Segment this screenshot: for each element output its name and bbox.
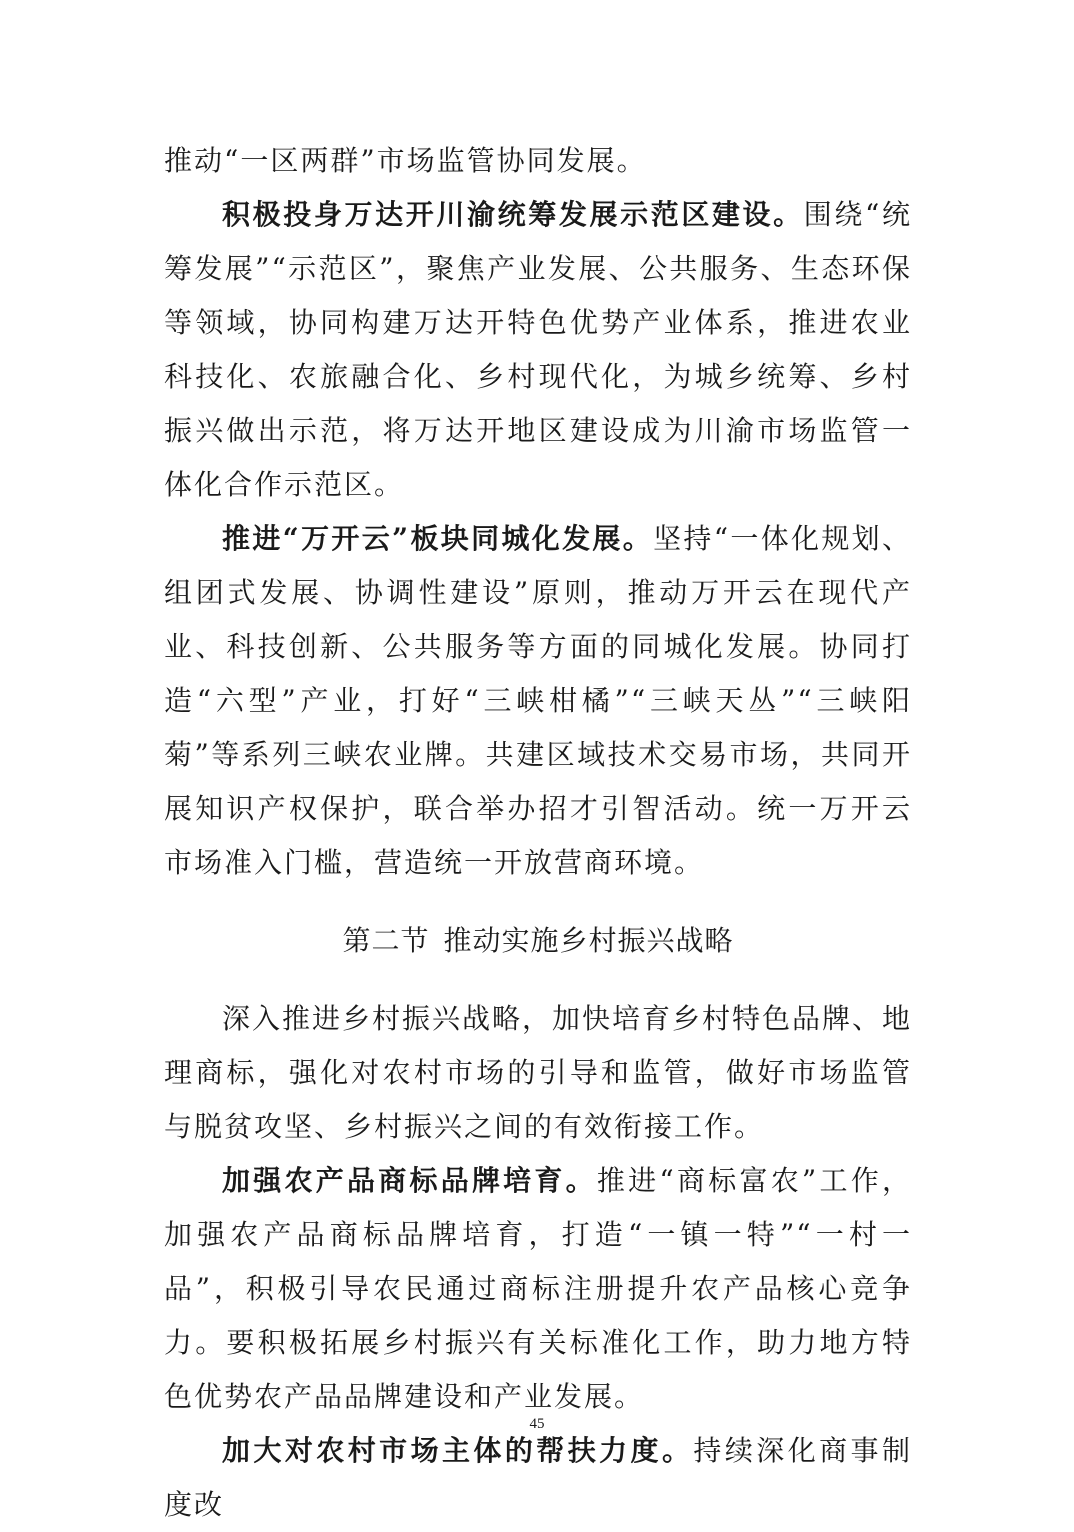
- paragraph-3-lead: 推进“万开云”板块同城化发展。: [222, 522, 654, 555]
- paragraph-2-lead: 积极投身万达开川渝统筹发展示范区建设。: [222, 198, 804, 231]
- section-heading-title: 推动实施乡村振兴战略: [443, 924, 734, 957]
- paragraph-6-text: 持续深化商事制度改: [164, 1434, 912, 1521]
- section-heading: [164, 914, 912, 968]
- paragraph-4-text: 深入推进乡村振兴战略，加快培育乡村特色品牌、地理商标，强化对农村市场的引导和监管，做好市场监管与脱贫攻坚、乡村振兴之间的有效衔接工作。: [164, 1002, 913, 1143]
- paragraph-1-text: 推动“一区两群”市场监管协同发展。: [164, 144, 647, 177]
- section-heading-number: 第二节: [342, 924, 430, 957]
- paragraph-3: [164, 512, 912, 890]
- document-page-body: [164, 134, 912, 1532]
- paragraph-4: [164, 992, 912, 1154]
- paragraph-2-text: 围绕“统筹发展”“示范区”，聚焦产业发展、公共服务、生态环保等领域，协同构建万达开特色优势产业体系，推进农业科技化、农旅融合化、乡村现代化，为城乡统筹、乡村振兴做出示范，将万达开地区建设成为川渝市场监管一体化合作示范区。: [164, 198, 912, 501]
- paragraph-3-text: 坚持“一体化规划、组团式发展、协调性建设”原则，推动万开云在现代产业、科技创新、公共服务等方面的同城化发展。协同打造“六型”产业，打好“三峡柑橘”“三峡天丛”“三峡阳菊”等系列三峡农业牌。共建区域技术交易市场，共同开展知识产权保护，联合举办招才引智活动。统一万开云市场准入门槛，营造统一开放营商环境。: [164, 522, 912, 879]
- paragraph-2: [164, 188, 912, 512]
- paragraph-5: [164, 1154, 912, 1424]
- paragraph-1: [164, 134, 912, 188]
- paragraph-5-text: 推进“商标富农”工作，加强农产品商标品牌培育，打造“一镇一特”“一村一品”，积极引导农民通过商标注册提升农产品核心竞争力。要积极拓展乡村振兴有关标准化工作，助力地方特色优势农产品品牌建设和产业发展。: [164, 1164, 912, 1413]
- paragraph-6-lead: 加大对农村市场主体的帮扶力度。: [222, 1434, 694, 1467]
- paragraph-5-lead: 加强农产品商标品牌培育。: [222, 1164, 597, 1197]
- paragraph-6: [164, 1424, 912, 1532]
- page-number: 45: [529, 1416, 545, 1432]
